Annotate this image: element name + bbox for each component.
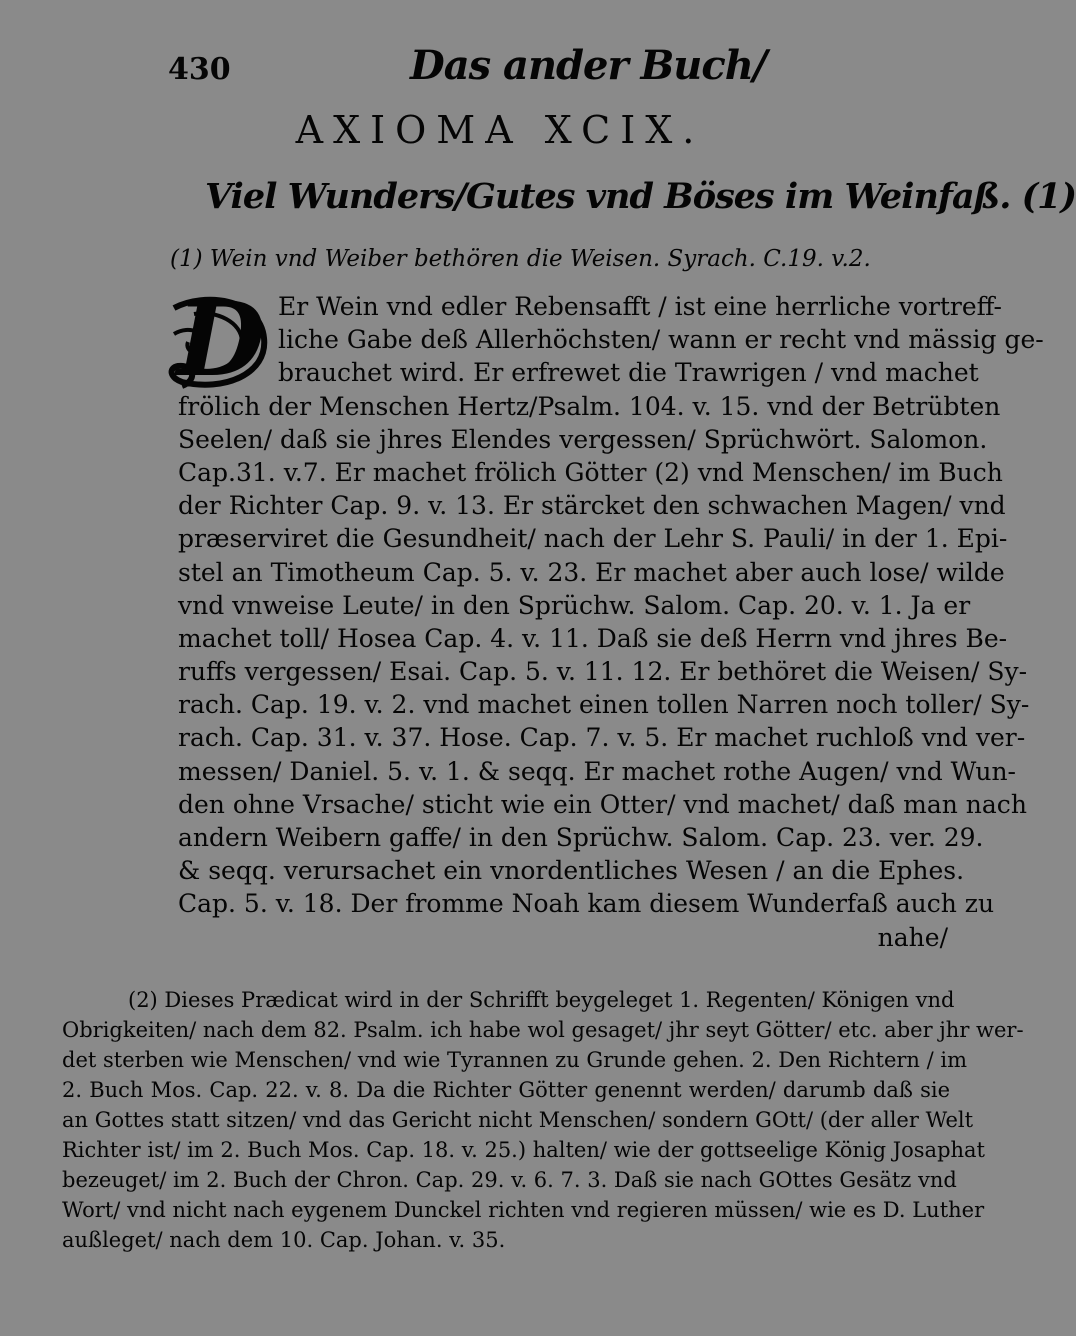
text-line: messen/ Daniel. 5. v. 1. & seqq. Er machet rothe Augen/ vnd Wun- [178, 756, 1017, 786]
marginal-note-reference: (1) Wein vnd Weiber bethören die Weisen. Syrach. C.19. v.2. [170, 246, 871, 272]
text-line: rach. Cap. 31. v. 37. Hose. Cap. 7. v. 5. Er machet ruchloß vnd ver- [178, 723, 1026, 753]
text-line: & seqq. verursachet ein vnordentliches Wesen / an die Ephes. [178, 856, 965, 886]
text-line: brauchet wird. Er erfrewet die Trawrigen / vnd machet [278, 358, 979, 388]
footnote-line: bezeuget/ im 2. Buch der Chron. Cap. 29. v. 6. 7. 3. Daß sie nach GOttes Gesätz vnd [62, 1168, 957, 1192]
running-title: Das ander Buch/ [410, 42, 767, 89]
page-number: 430 [168, 52, 231, 87]
section-subtitle: Viel Wunders/Gutes vnd Böses im Weinfaß. (1) [205, 176, 1076, 217]
text-line: Seelen/ daß sie jhres Elendes vergessen/ Sprüchwört. Salomon. [178, 424, 988, 454]
text-line: der Richter Cap. 9. v. 13. Er stärcket den schwachen Magen/ vnd [178, 491, 1006, 521]
text-line: rach. Cap. 19. v. 2. vnd machet einen tollen Narren noch toller/ Sy- [178, 690, 1030, 720]
text-line: liche Gabe deß Allerhöchsten/ wann er recht vnd mässig ge- [278, 325, 1044, 355]
text-line: machet toll/ Hosea Cap. 4. v. 11. Daß sie deß Herrn vnd jhres Be- [178, 623, 1008, 653]
text-line: stel an Timotheum Cap. 5. v. 23. Er machet aber auch lose/ wilde [178, 557, 1005, 587]
text-line: Cap.31. v.7. Er machet frölich Götter (2) vnd Menschen/ im Buch [178, 457, 1003, 487]
footnote-line: außleget/ nach dem 10. Cap. Johan. v. 35. [62, 1228, 506, 1252]
footnote-line: det sterben wie Menschen/ vnd wie Tyrannen zu Grunde gehen. 2. Den Richtern / im [62, 1048, 968, 1072]
footnote-line: Richter ist/ im 2. Buch Mos. Cap. 18. v. 25.) halten/ wie der gottseelige König Josaphat [62, 1138, 985, 1162]
text-line: andern Weibern gaffe/ in den Sprüchw. Salom. Cap. 23. ver. 29. [178, 823, 984, 852]
catchword: nahe/ [877, 922, 948, 952]
footnote-line: Obrigkeiten/ nach dem 82. Psalm. ich habe wol gesaget/ jhr seyt Götter/ etc. aber jhr wer- [62, 1018, 1024, 1042]
text-line: frölich der Menschen Hertz/Psalm. 104. v. 15. vnd der Betrübten [178, 391, 1001, 421]
axiom-heading: AXIOMA XCIX. [295, 108, 705, 152]
footnote-line: Wort/ vnd nicht nach eygenem Dunckel richten vnd regieren müssen/ wie es D. Luther [62, 1198, 985, 1222]
text-line: Cap. 5. v. 18. Der fromme Noah kam diesem Wunderfaß auch zu [178, 889, 995, 919]
page-header [0, 38, 1000, 90]
footnote-line: (2) Dieses Prædicat wird in der Schrifft beygeleget 1. Regenten/ Königen vnd [128, 988, 955, 1012]
body-text [176, 280, 1044, 954]
text-line: den ohne Vrsache/ sticht wie ein Otter/ vnd machet/ daß man nach [178, 789, 1027, 819]
text-line: Er Wein vnd edler Rebensafft / ist eine herrliche vortreff- [278, 292, 1002, 321]
text-line: ruffs vergessen/ Esai. Cap. 5. v. 11. 12. Er bethöret die Weisen/ Sy- [178, 657, 1028, 687]
text-line: præserviret die Gesundheit/ nach der Lehr S. Pauli/ in der 1. Epi- [178, 524, 1008, 554]
footnotes [62, 985, 1024, 1255]
footnote-line: 2. Buch Mos. Cap. 22. v. 8. Da die Richter Götter genennt werden/ darumb daß sie [62, 1078, 950, 1102]
text-line: vnd vnweise Leute/ in den Sprüchw. Salom. Cap. 20. v. 1. Ja er [178, 590, 971, 620]
decorative-initial-letter: D [176, 280, 266, 400]
footnote-line: an Gottes statt sitzen/ vnd das Gericht nicht Menschen/ sondern GOtt/ (der aller Welt [62, 1108, 974, 1132]
